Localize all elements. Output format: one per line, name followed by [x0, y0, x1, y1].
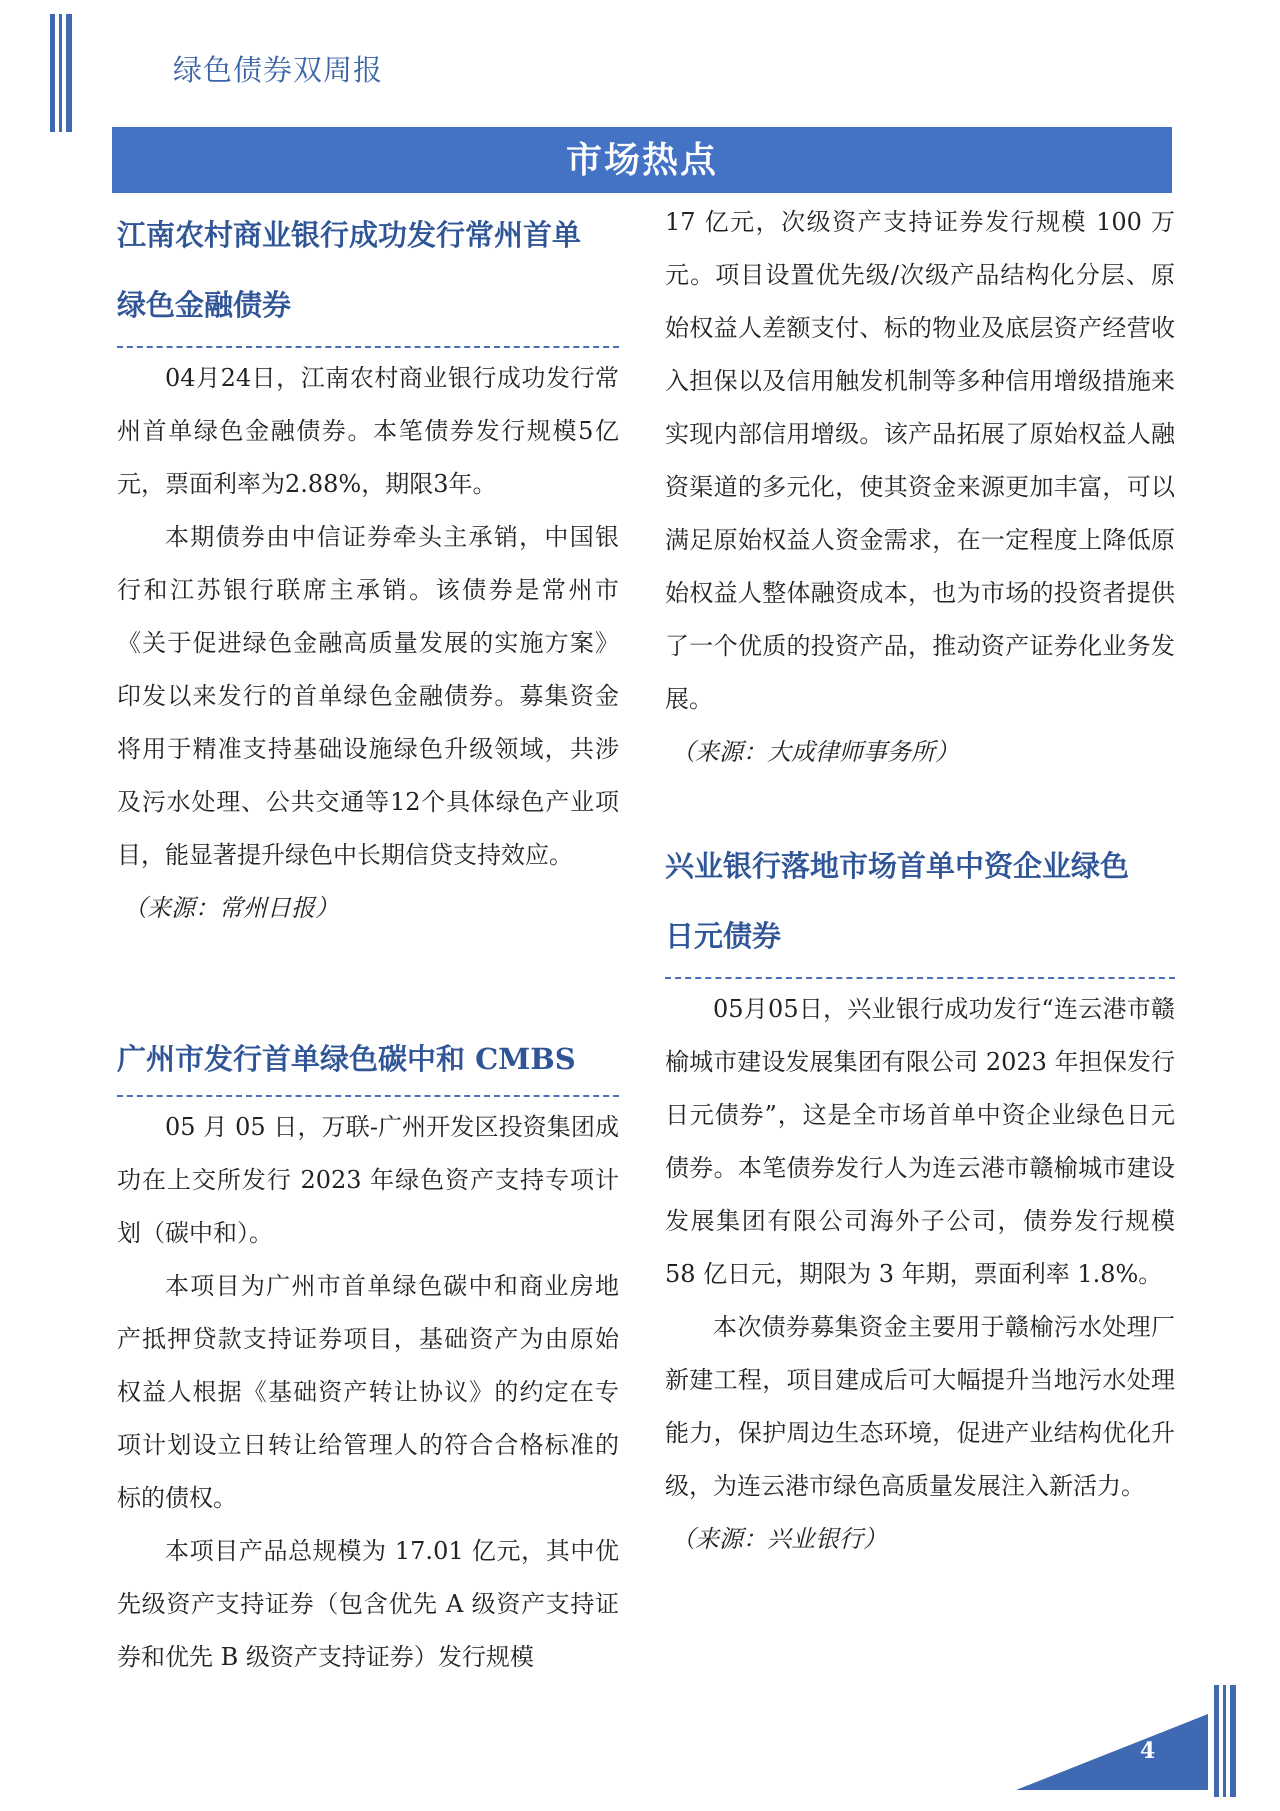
- article-paragraph: 本项目产品总规模为 17.01 亿元，其中优先级资产支持证券（包含优先 A 级资产支持证券和优先 B 级资产支持证券）发行规模: [117, 1537, 619, 1671]
- dashed-divider: [665, 977, 1175, 979]
- article-jiangnan: [117, 200, 619, 935]
- article-title: [117, 1029, 619, 1089]
- article-guangzhou-continued: [665, 196, 1175, 779]
- header-stripe-1: [50, 14, 55, 132]
- footer-stripe-1: [1214, 1685, 1219, 1797]
- article-paragraph: 本次债券募集资金主要用于赣榆污水处理厂新建工程，项目建成后可大幅提升当地污水处理能力，保护周边生态环境，促进产业结构优化升级，为连云港市绿色高质量发展注入新活力。: [665, 1313, 1175, 1500]
- footer-stripe-2: [1223, 1685, 1226, 1797]
- article-paragraph: 05 月 05 日，万联-广州开发区投资集团成功在上交所发行 2023 年绿色资产支持专项计划（碳中和）。: [117, 1113, 619, 1247]
- article-paragraph: 本期债券由中信证券牵头主承销，中国银行和江苏银行联席主承销。该债券是常州市《关于促进绿色金融高质量发展的实施方案》印发以来发行的首单绿色金融债券。募集资金将用于精准支持基础设施绿色升级领域，共涉及污水处理、公共交通等12个具体绿色产业项目，能显著提升绿色中长期信贷支持效应。: [117, 523, 619, 869]
- article-paragraph: 17 亿元，次级资产支持证券发行规模 100 万元。项目设置优先级/次级产品结构化分层、原始权益人差额支付、标的物业及底层资产经营收入担保以及信用触发机制等多种信用增级措施来实现内部信用增级。该产品拓展了原始权益人融资渠道的多元化，使其资金来源更加丰富，可以满足原始权益人资金需求，在一定程度上降低原始权益人整体融资成本，也为市场的投资者提供了一个优质的投资产品，推动资产证券化业务发展。: [665, 208, 1175, 713]
- report-title: 绿色债券双周报: [173, 53, 384, 87]
- header-stripe-2: [59, 14, 62, 132]
- article-guangzhou: [117, 1029, 619, 1684]
- article-paragraph: 本项目为广州市首单绿色碳中和商业房地产抵押贷款支持证券项目，基础资产为由原始权益人根据《基础资产转让协议》的约定在专项计划设立日转让给管理人的符合合格标准的标的债权。: [117, 1272, 619, 1512]
- article-title: [117, 200, 619, 340]
- article-source: （来源：大成律师事务所）: [671, 738, 959, 766]
- dashed-divider: [117, 346, 619, 348]
- page-number: 4: [1140, 1738, 1156, 1764]
- footer-triangle: [1016, 1714, 1226, 1790]
- article-title-line: 江南农村商业银行成功发行常州首单: [117, 218, 582, 252]
- dashed-divider: [117, 1095, 619, 1097]
- article-title-line: 绿色金融债券: [117, 288, 292, 322]
- article-title-line: 兴业银行落地市场首单中资企业绿色: [665, 849, 1130, 883]
- article-source: （来源：兴业银行）: [671, 1525, 887, 1553]
- article-source: （来源：常州日报）: [123, 894, 339, 922]
- section-banner: [112, 127, 1172, 193]
- article-paragraph: 05月05日，兴业银行成功发行“连云港市赣榆城市建设发展集团有限公司 2023 年担保发行日元债券”，这是全市场首单中资企业绿色日元债券。本笔债券发行人为连云港市赣榆城市建设发展集团有限公司海外子公司，债券发行规模 58 亿日元，期限为 3 年期，票面利率 1.8%。: [665, 995, 1175, 1288]
- article-title-line: 日元债券: [665, 919, 782, 953]
- footer-stripe-3: [1230, 1685, 1236, 1797]
- section-title: 市场热点: [565, 139, 718, 181]
- article-title: [665, 831, 1175, 971]
- article-xingye: [665, 831, 1175, 1566]
- header-stripe-3: [66, 14, 72, 132]
- article-paragraph: 04月24日，江南农村商业银行成功发行常州首单绿色金融债券。本笔债券发行规模5亿元，票面利率为2.88%，期限3年。: [117, 364, 619, 498]
- article-title-line: 广州市发行首单绿色碳中和 CMBS: [117, 1042, 576, 1076]
